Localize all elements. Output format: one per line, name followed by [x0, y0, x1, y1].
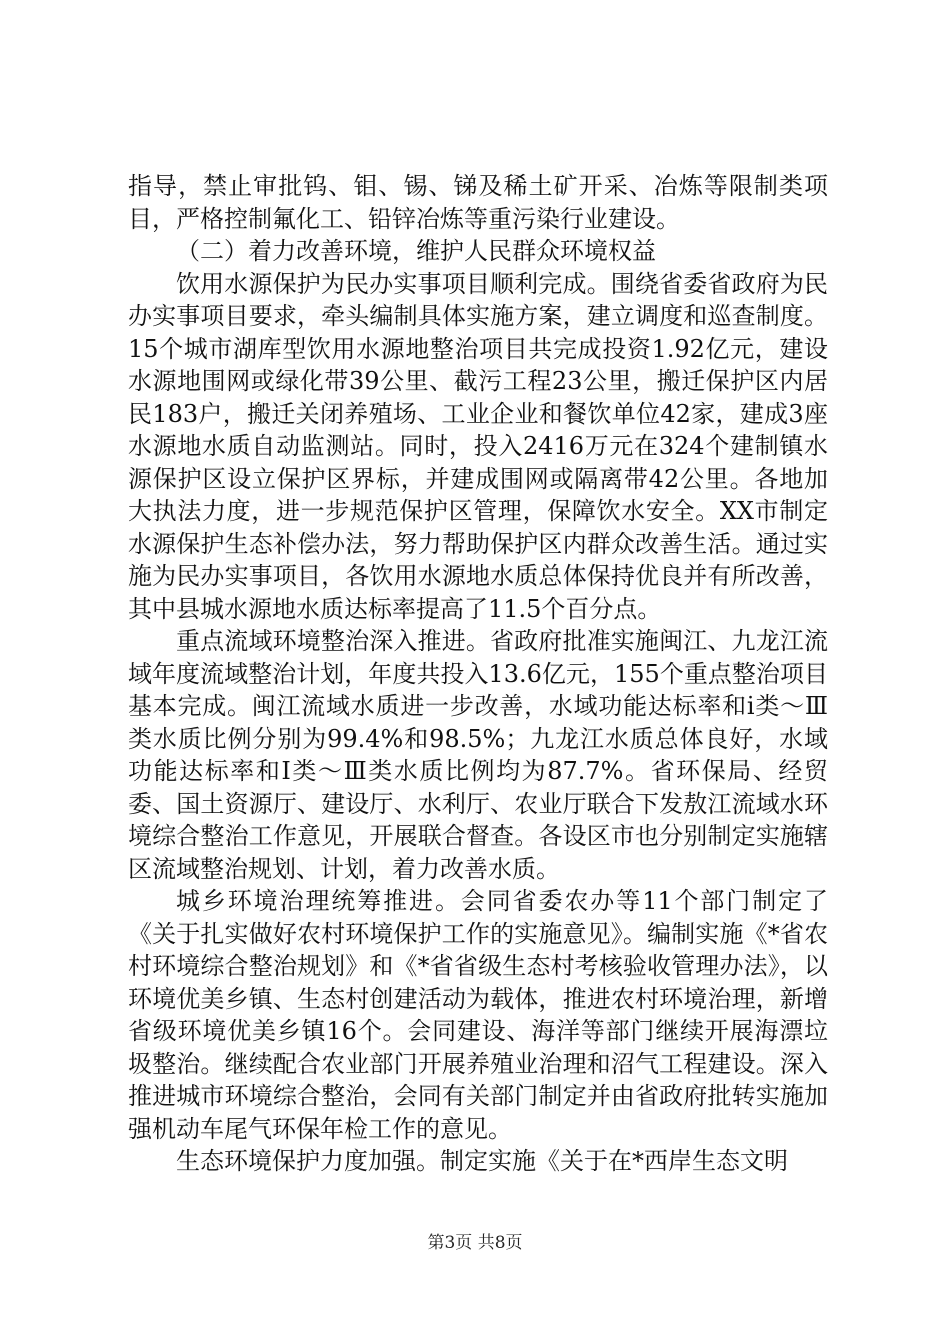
section-heading: （二）着力改善环境，维护人民群众环境权益 [176, 237, 656, 265]
document-page [128, 170, 828, 1178]
paragraph-urban-rural: 城乡环境治理统筹推进。会同省委农办等11个部门制定了《关于扎实做好农村环境保护工作的实施意见》。编制实施《*省农村环境综合整治规划》和《*省省级生态村考核验收管理办法》，以环境优美乡镇、生态村创建活动为载体，推进农村环境治理，新增省级环境优美乡镇16个。会同建设、海洋等部门继续开展海漂垃圾整治。继续配合农业部门开展养殖业治理和沼气工程建设。深入推进城市环境综合整治，会同有关部门制定并由省政府批转实施加强机动车尾气环保年检工作的意见。 [128, 887, 828, 1143]
paragraph-continued: 指导，禁止审批钨、钼、锡、锑及稀土矿开采、冶炼等限制类项目，严格控制氟化工、铅锌冶炼等重污染行业建设。 [128, 172, 828, 233]
paragraph-river-basin: 重点流域环境整治深入推进。省政府批准实施闽江、九龙江流域年度流域整治计划，年度共投入13.6亿元，155个重点整治项目基本完成。闽江流域水质进一步改善，水域功能达标率和ⅰ类～Ⅲ类水质比例分别为99.4%和98.5%；九龙江水质总体良好，水域功能达标率和Ⅰ类～Ⅲ类水质比例均为87.7%。省环保局、经贸委、国土资源厅、建设厅、水利厅、农业厅联合下发敖江流域水环境综合整治工作意见，开展联合督查。各设区市也分别制定实施辖区流域整治规划、计划，着力改善水质。 [128, 627, 828, 883]
paragraph-ecology: 生态环境保护力度加强。制定实施《关于在*西岸生态文明 [176, 1147, 788, 1175]
page-footer: 第3页 共8页 [427, 1233, 523, 1253]
paragraph-water-source: 饮用水源保护为民办实事项目顺利完成。围绕省委省政府为民办实事项目要求，牵头编制具体实施方案，建立调度和巡查制度。15个城市湖库型饮用水源地整治项目共完成投资1.92亿元，建设水源地围网或绿化带39公里、截污工程23公里，搬迁保护区内居民183户，搬迁关闭养殖场、工业企业和餐饮单位42家，建成3座水源地水质自动监测站。同时，投入2416万元在324个建制镇水源保护区设立保护区界标，并建成围网或隔离带42公里。各地加大执法力度，进一步规范保护区管理，保障饮水安全。XX市制定水源保护生态补偿办法，努力帮助保护区内群众改善生活。通过实施为民办实事项目，各饮用水源地水质总体保持优良并有所改善，其中县城水源地水质达标率提高了11.5个百分点。 [128, 269, 828, 623]
